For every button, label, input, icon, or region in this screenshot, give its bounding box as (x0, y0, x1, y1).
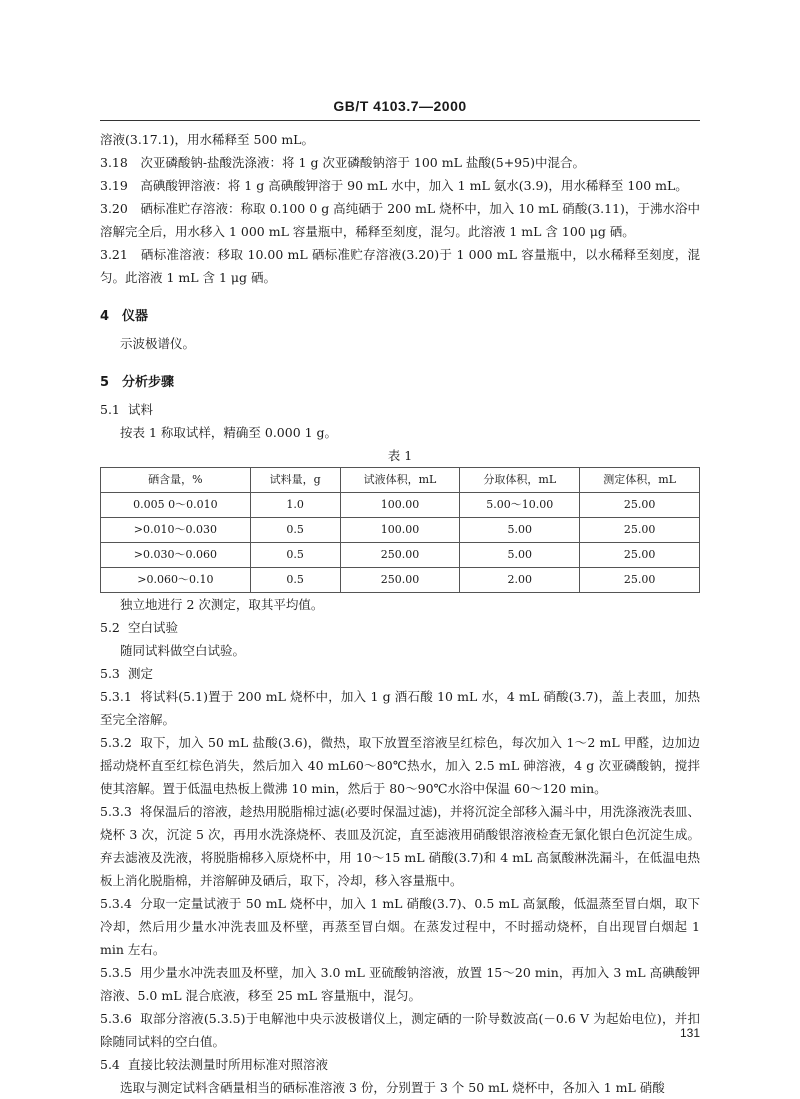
table-1 (100, 467, 700, 593)
table-cell: >0.010～0.030 (101, 518, 251, 543)
table-cell: 25.00 (580, 568, 700, 593)
table-cell: 0.5 (250, 543, 340, 568)
table-cell: 0.005 0～0.010 (101, 493, 251, 518)
table-caption: 表 1 (387, 448, 413, 463)
table-header-cell: 硒含量，% (101, 468, 251, 493)
section-title: 仪器 (122, 309, 149, 324)
table-row (101, 518, 700, 543)
table-cell: 5.00～10.00 (460, 493, 580, 518)
subsection-number: 5.1 (100, 402, 120, 417)
table-header-cell: 试料量，g (250, 468, 340, 493)
section-title: 分析步骤 (122, 375, 175, 390)
subsection-title: 试料 (128, 402, 154, 417)
clause-5-3-2 (100, 731, 700, 800)
section-5-4-heading (100, 1053, 700, 1076)
table-cell: >0.030～0.060 (101, 543, 251, 568)
clause-number: 5.3.5 (100, 965, 132, 980)
table-cell: 0.5 (250, 518, 340, 543)
table-header-row (101, 468, 700, 493)
clause-text: 将保温后的溶液，趁热用脱脂棉过滤(必要时保温过滤)，并将沉淀全部移入漏斗中，用洗涤液洗表皿、烧杯 3 次，沉淀 5 次，再用水洗涤烧杯、表皿及沉淀，直至滤液用硝酸银溶液检查无氯化银白色沉淀生成。弃去滤液及洗液，将脱脂棉移入原烧杯中，用 10～15 mL 硝酸(3.7)和 4 mL 高氯酸淋洗漏斗，在低温电热板上消化脱脂棉，并溶解砷及硒后，取下，冷却，移入容量瓶中。 (100, 804, 700, 888)
paragraph-3-21: 3.21 硒标准溶液：移取 10.00 mL 硒标准贮存溶液(3.20)于 1 000 mL 容量瓶中，以水稀释至刻度，混匀。此溶液 1 mL 含 1 μg 硒。 (100, 247, 700, 285)
table-cell: 25.00 (580, 518, 700, 543)
clause-number: 5.3.4 (100, 896, 132, 911)
table-row (101, 568, 700, 593)
clause-5-3-3 (100, 800, 700, 892)
table-cell: >0.060～0.10 (101, 568, 251, 593)
section-5-1-body: 按表 1 称取试样，精确至 0.000 1 g。 (120, 425, 338, 440)
section-5-2-heading (100, 616, 700, 639)
clause-text: 分取一定量试液于 50 mL 烧杯中，加入 1 mL 硝酸(3.7)、0.5 mL 高氯酸，低温蒸至冒白烟，取下冷却，然后用少量水冲洗表皿及杯壁，再蒸至冒白烟。在蒸发过程中，不时摇动烧杯，自出现冒白烟起 1 min 左右。 (100, 896, 700, 957)
section-number: 5 (100, 375, 110, 390)
table-header-cell: 试液体积，mL (340, 468, 460, 493)
clause-text: 取下，加入 50 mL 盐酸(3.6)，微热，取下放置至溶液呈红棕色，每次加入 1～2 mL 甲醛，边加边摇动烧杯直至红棕色消失，然后加入 40 mL60～80℃热水，加入 2.5 mL 砷溶液，4 g 次亚磷酸钠，搅拌使其溶解。置于低温电热板上微沸 10 min，然后于 80～90℃水浴中保温 60～120 min。 (100, 735, 700, 796)
subsection-title: 空白试验 (128, 620, 179, 635)
table-header-cell: 分取体积，mL (460, 468, 580, 493)
clause-5-3-5 (100, 961, 700, 1007)
section-4-heading (100, 305, 700, 328)
paragraph-3-20: 3.20 硒标准贮存溶液：称取 0.100 0 g 高纯硒于 200 mL 烧杯中，加入 10 mL 硝酸(3.11)，于沸水浴中溶解完全后，用水移入 1 000 mL 容量瓶中，稀释至刻度，混匀。此溶液 1 mL 含 100 μg 硒。 (100, 201, 700, 239)
subsection-number: 5.2 (100, 620, 120, 635)
document-body (100, 128, 700, 1099)
clause-number: 5.3.3 (100, 804, 132, 819)
clause-number: 5.3.1 (100, 689, 132, 704)
subsection-number: 5.3 (100, 666, 120, 681)
clause-5-3-1 (100, 685, 700, 731)
clause-text: 将试料(5.1)置于 200 mL 烧杯中，加入 1 g 酒石酸 10 mL 水，4 mL 硝酸(3.7)，盖上表皿，加热至完全溶解。 (100, 689, 700, 727)
subsection-title: 测定 (128, 666, 154, 681)
section-5-2-body: 随同试料做空白试验。 (120, 643, 246, 658)
clause-number: 5.3.6 (100, 1011, 132, 1026)
paragraph-3-18: 3.18 次亚磷酸钠-盐酸洗涤液：将 1 g 次亚磷酸钠溶于 100 mL 盐酸(5+95)中混合。 (100, 155, 585, 170)
subsection-title: 直接比较法测量时所用标准对照溶液 (128, 1057, 329, 1072)
table-cell: 2.00 (460, 568, 580, 593)
table-cell: 100.00 (340, 518, 460, 543)
table-row (101, 543, 700, 568)
table-row (101, 493, 700, 518)
header-rule (100, 120, 700, 121)
subsection-number: 5.4 (100, 1057, 120, 1072)
table-cell: 100.00 (340, 493, 460, 518)
table-cell: 250.00 (340, 543, 460, 568)
section-4-body: 示波极谱仪。 (120, 336, 196, 351)
section-5-3-heading (100, 662, 700, 685)
table-cell: 25.00 (580, 493, 700, 518)
table-cell: 25.00 (580, 543, 700, 568)
table-cell: 5.00 (460, 518, 580, 543)
section-number: 4 (100, 309, 110, 324)
clause-5-3-6 (100, 1007, 700, 1053)
paragraph-3-19: 3.19 高碘酸钾溶液：将 1 g 高碘酸钾溶于 90 mL 水中，加入 1 mL 氨水(3.9)，用水稀释至 100 mL。 (100, 178, 688, 193)
section-5-1-heading (100, 398, 700, 421)
clause-5-3-4 (100, 892, 700, 961)
table-cell: 250.00 (340, 568, 460, 593)
section-5-4-body: 选取与测定试料含硒量相当的硒标准溶液 3 份，分别置于 3 个 50 mL 烧杯中，各加入 1 mL 硝酸 (120, 1080, 665, 1095)
paragraph-continuation: 溶液(3.17.1)，用水稀释至 500 mL。 (100, 132, 314, 147)
page-number: 131 (679, 1026, 700, 1040)
table-cell: 0.5 (250, 568, 340, 593)
table-cell: 5.00 (460, 543, 580, 568)
page-header: GB/T 4103.7—2000 (333, 98, 467, 114)
table-header-cell: 测定体积，mL (580, 468, 700, 493)
table-cell: 1.0 (250, 493, 340, 518)
section-5-heading (100, 371, 700, 394)
clause-text: 用少量水冲洗表皿及杯壁，加入 3.0 mL 亚硫酸钠溶液，放置 15～20 min，再加入 3 mL 高碘酸钾溶液、5.0 mL 混合底液，移至 25 mL 容量瓶中，混匀。 (100, 965, 700, 1003)
after-table-note: 独立地进行 2 次测定，取其平均值。 (120, 597, 324, 612)
clause-text: 取部分溶液(5.3.5)于电解池中央示波极谱仪上，测定硒的一阶导数波高(－0.6 V 为起始电位)，并扣除随同试料的空白值。 (100, 1011, 700, 1049)
clause-number: 5.3.2 (100, 735, 132, 750)
